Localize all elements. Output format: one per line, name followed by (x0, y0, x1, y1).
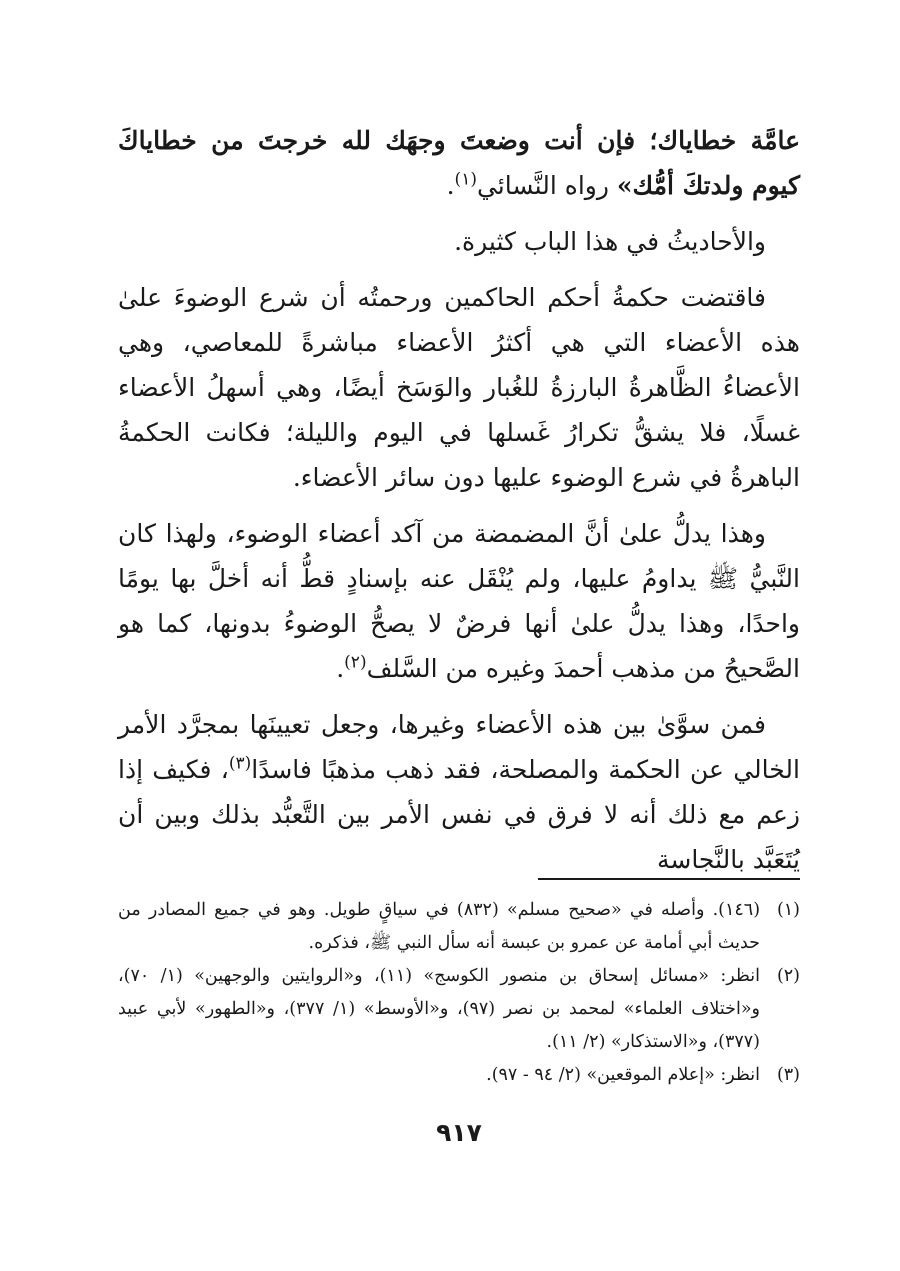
footnote-text: انظر: «إعلام الموقعين» (٢/ ٩٤ - ٩٧). (486, 1065, 760, 1085)
footnote-number: (٣) (776, 1065, 800, 1085)
paragraph-hadith-end (118, 118, 800, 208)
footnote-divider (538, 878, 800, 880)
narration-attribution: رواه النَّسائي (476, 171, 617, 200)
page-number: ٩١٧ (436, 1118, 482, 1147)
footnote-number: (٢) (776, 966, 800, 986)
footnote-text: (١٤٦). وأصله في «صحيح مسلم» (٨٣٢) في سياقٍ طويل. وهو في جميع المصادر من حديث أبي أمامة عن عمرو بن عبسة أنه سأل النبي ﷺ، فذكره. (118, 900, 761, 953)
book-page (118, 118, 800, 1271)
paragraph-hadiths-many: والأحاديثُ في هذا الباب كثيرة. (454, 227, 766, 256)
footnote-ref-3[interactable]: (٣) (228, 753, 252, 774)
footnote-ref-2[interactable]: (٢) (344, 652, 367, 673)
paragraph-madmada-text: وهذا يدلُّ علىٰ أنَّ المضمضة من آكد أعضاء الوضوء، ولهذا كان النَّبيُّ ﷺ يداومُ عليها، ولم يُنْقَل عنه بإسنادٍ قطُّ أنه أخلَّ بها يومًا واحدًا، وهذا يدلُّ علىٰ أنها فرضٌ لا يصحُّ الوضوءُ بدونها، كما هو الصَّحيحُ من مذهب أحمدَ وغيره من السَّلف (118, 519, 800, 683)
footnote-number: (١) (776, 900, 800, 920)
sentence-end: . (446, 171, 455, 200)
paragraph-equating-after: ، فكيف إذا زعم مع ذلك أنه لا فرق في نفس الأمر بين التَّعبُّد بذلك وبين أن يُتَعَبَّد بالنَّجاسة (118, 755, 800, 874)
paragraph-equating-before: فمن سوَّىٰ بين هذه الأعضاء وغيرها، وجعل تعيينَها بمجرَّد الأمر الخالي عن الحكمة والمصلحة، فقد ذهب مذهبًا فاسدًا (118, 710, 800, 784)
footnote-text: انظر: «مسائل إسحاق بن منصور الكوسج» (١١)، و«الروايتين والوجهين» (١/ ٧٠)، و«اختلاف العلماء» لمحمد بن نصر (٩٧)، و«الأوسط» (١/ ٣٧٧)، و«الطهور» لأبي عبيد (٣٧٧)، و«الاستذكار» (٢/ ١١). (118, 966, 760, 1052)
main-text (118, 118, 800, 882)
footnote-3 (118, 1059, 800, 1092)
footnotes (118, 894, 800, 1092)
paragraph-madmada (118, 511, 800, 691)
sentence-end: . (336, 654, 345, 683)
hadith-quote: عامَّة خطاياك؛ فإن أنت وضعتَ وجهَك لله خرجتَ من خطاياكَ كيوم ولدتكَ أمُّك» (118, 126, 800, 200)
paragraph-equating (118, 702, 800, 882)
footnote-1 (118, 894, 800, 960)
footnote-2 (118, 960, 800, 1059)
paragraph-wisdom: فاقتضت حكمةُ أحكم الحاكمين ورحمتُه أن شرع الوضوءَ علىٰ هذه الأعضاء التي هي أكثرُ الأعضاء مباشرةً للمعاصي، وهي الأعضاءُ الظَّاهرةُ البارزةُ للغُبار والوَسَخ أيضًا، وهي أسهلُ الأعضاء غسلًا، فلا يشقُّ تكرارُ غَسلها في اليوم والليلة؛ فكانت الحكمةُ الباهرةُ في شرع الوضوء عليها دون سائر الأعضاء. (118, 283, 800, 492)
footnote-ref-1[interactable]: (١) (454, 169, 477, 190)
